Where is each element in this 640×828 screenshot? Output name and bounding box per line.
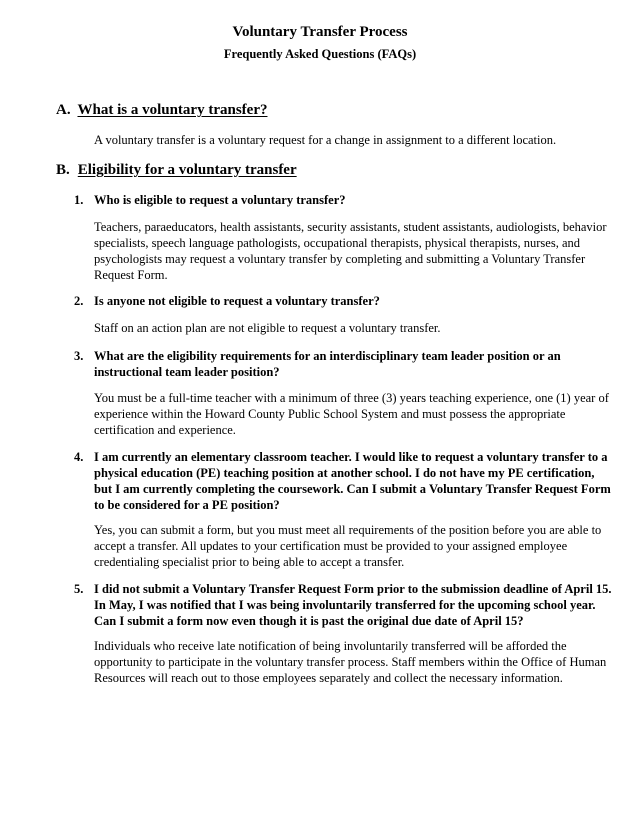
faq-question [74, 449, 614, 513]
faq-question [74, 192, 614, 208]
faq-answer: Yes, you can submit a form, but you must meet all requirements of the position before you are able to accept a transfer. All updates to your certification must be provided to your assigned employee credentialing specialist prior to being able to accept a transfer. [94, 523, 602, 569]
faq-question [74, 348, 614, 380]
faq-question-text: Who is eligible to request a voluntary transfer? [94, 193, 346, 207]
section-a-text: A voluntary transfer is a voluntary request for a change in assignment to a different location. [94, 133, 557, 147]
faq-question-text: I did not submit a Voluntary Transfer Request Form prior to the submission deadline of April 15. In May, I was notified that I was being involuntarily transferred for the upcoming school year. Can I submit a form now even though it is past the original due date of April 15? [94, 582, 612, 628]
document-subtitle: Frequently Asked Questions (FAQs) [223, 47, 417, 61]
faq-number: 5. [74, 582, 84, 596]
faq-answer: Individuals who receive late notification of being involuntarily transferred will be afforded the opportunity to participate in the voluntary transfer process. Staff members within the Office of Human Resources will reach out to those employees separately and collect the necessary information. [94, 639, 607, 685]
faq-number: 2. [74, 294, 84, 308]
faq-number: 3. [74, 349, 84, 363]
faq-answer: Staff on an action plan are not eligible to request a voluntary transfer. [94, 321, 441, 335]
section-title: What is a voluntary transfer? [77, 102, 268, 118]
faq-answer: Teachers, paraeducators, health assistants, security assistants, student assistants, audiologists, behavior specialists, speech language pathologists, occupational therapists, physical therapists, nurses, and psychologists may request a voluntary transfer by completing and submitting a Voluntary Transfer Request Form. [94, 220, 607, 282]
faq-question-text: Is anyone not eligible to request a voluntary transfer? [94, 294, 380, 308]
section-letter: A. [56, 102, 71, 118]
faq-answer: You must be a full-time teacher with a minimum of three (3) years teaching experience, one (1) year of experience within the Howard County Public School System and must possess the appropriate certification and experience. [94, 391, 609, 437]
section-b-heading [56, 160, 616, 180]
section-title: Eligibility for a voluntary transfer [77, 162, 297, 178]
faq-number: 1. [74, 193, 84, 207]
faq-question-text: What are the eligibility requirements for an interdisciplinary team leader position or an instructional team leader position? [94, 349, 561, 379]
faq-question [74, 581, 614, 629]
section-a-heading [56, 100, 616, 120]
faq-number: 4. [74, 450, 84, 464]
document-title: Voluntary Transfer Process [232, 24, 408, 40]
faq-question [74, 293, 614, 309]
faq-question-text: I am currently an elementary classroom teacher. I would like to request a voluntary transfer to a physical education (PE) teaching position at another school. I do not have my PE certification, but I am currently completing the coursework. Can I submit a Voluntary Transfer Request Form to be considered for a PE position? [94, 450, 611, 512]
section-letter: B. [56, 162, 70, 178]
